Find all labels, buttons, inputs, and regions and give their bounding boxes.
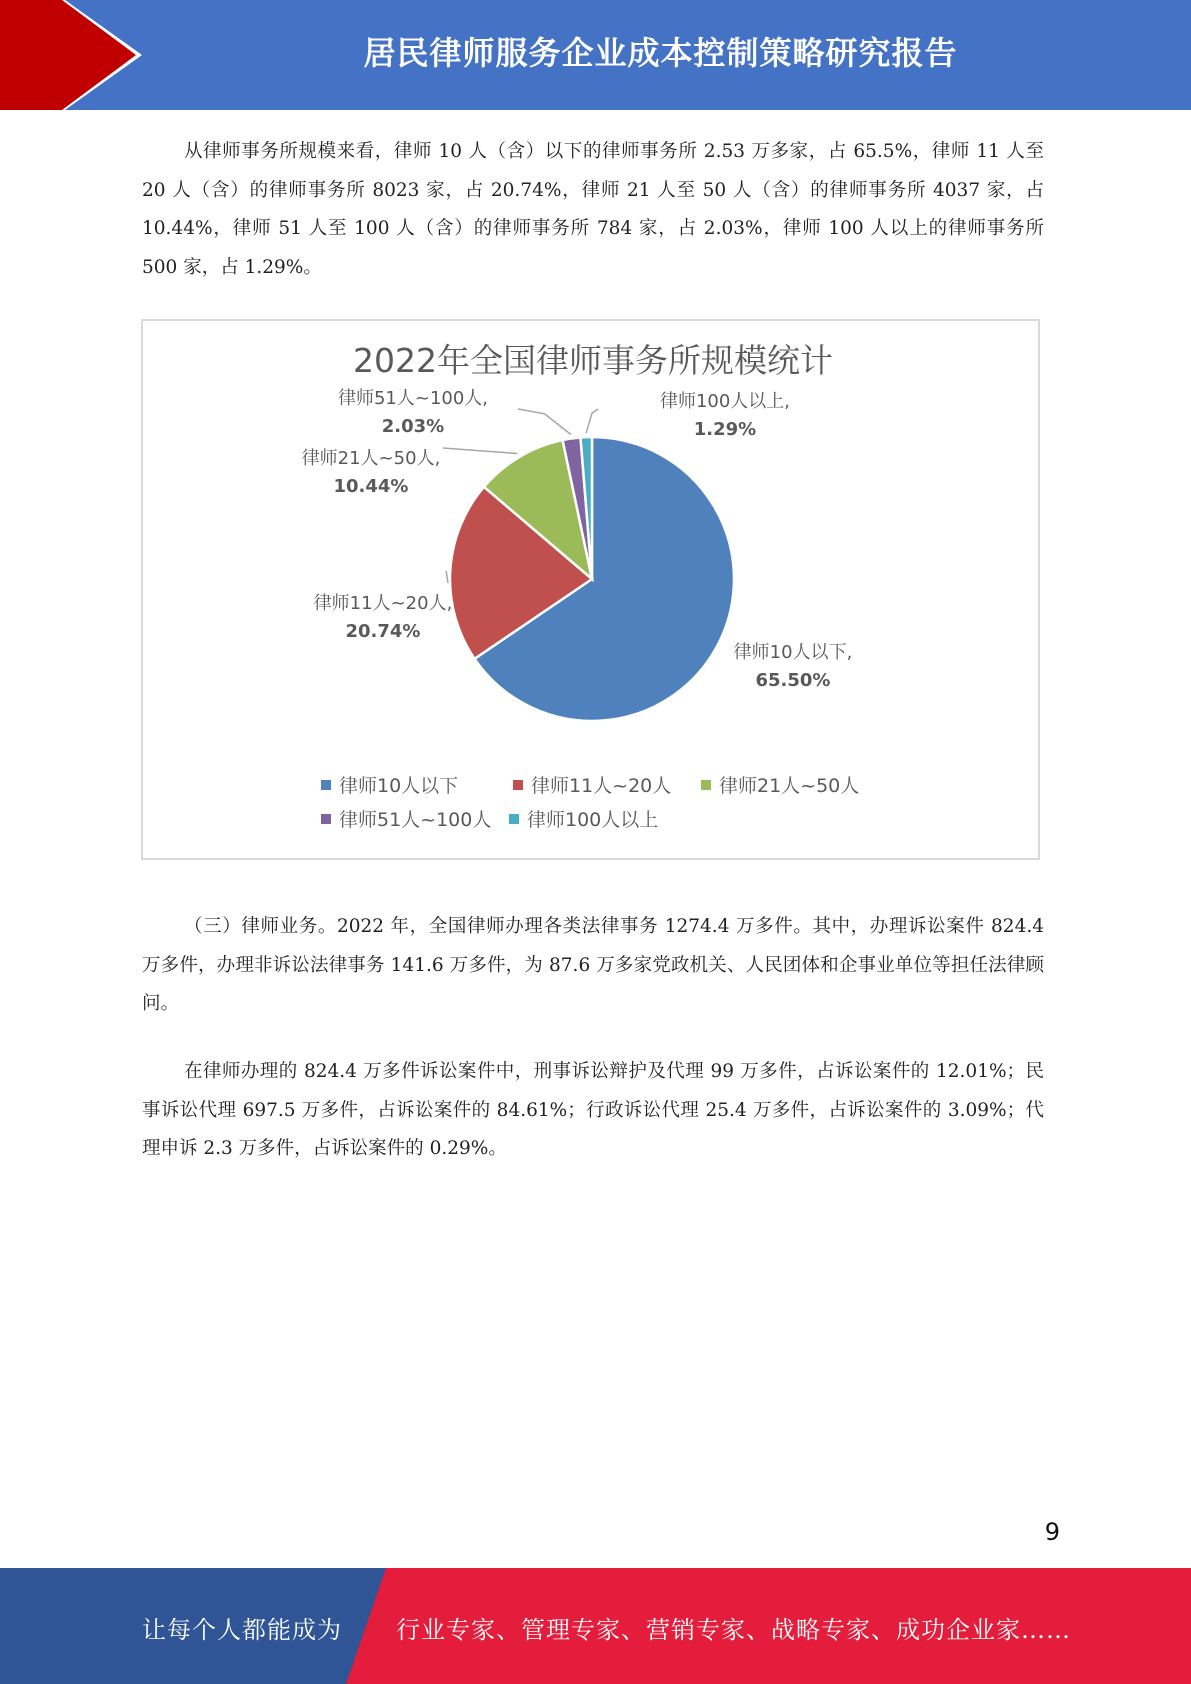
- legend-swatch-21-to-50: [701, 780, 711, 790]
- paragraph-firm-scale: 从律师事务所规模来看，律师 10 人（含）以下的律师事务所 2.53 万多家，占 65.5%，律师 11 人至 20 人（含）的律师事务所 8023 家，占 20.74%，律师 21 人至 50 人（含）的律师事务所 4037 家，占 10.44%，律师 51 人至 100 人（含）的律师事务所 784 家，占 2.03%，律师 100 人以上的律师事务所 500 家，占 1.29%。: [142, 141, 1044, 278]
- pie-chart: [143, 321, 1042, 862]
- header-arrow-decoration: [0, 0, 160, 110]
- legend-label-21-to-50: 律师21人~50人: [719, 775, 860, 797]
- data-label-51-to-100-value: 2.03%: [381, 416, 445, 437]
- data-label-over-100-value: 1.29%: [693, 419, 757, 440]
- page-number: 9: [1044, 1518, 1060, 1546]
- leader-line-over-100: [586, 409, 598, 433]
- legend-swatch-over-100: [509, 814, 519, 824]
- data-label-11-to-20-value: 20.74%: [345, 621, 421, 642]
- legend-swatch-11-to-20: [513, 780, 523, 790]
- data-label-21-to-50-value: 10.44%: [333, 476, 409, 497]
- data-label-10-or-fewer-value: 65.50%: [755, 670, 831, 691]
- paragraph-lawyer-business: （三）律师业务。2022 年，全国律师办理各类法律事务 1274.4 万多件。其中，办理诉讼案件 824.4 万多件，办理非诉讼法律事务 141.6 万多件，为 87.6 万多家党政机关、人民团体和企事业单位等担任法律顾问。: [142, 916, 1044, 1014]
- data-label-over-100-name: 律师100人以上,: [659, 391, 791, 412]
- data-label-10-or-fewer-name: 律师10人以下,: [733, 642, 853, 663]
- legend-label-51-to-100: 律师51人~100人: [339, 809, 492, 831]
- legend-swatch-10-or-fewer: [321, 780, 331, 790]
- data-label-51-to-100-name: 律师51人~100人,: [337, 388, 489, 409]
- data-label-11-to-20-name: 律师11人~20人,: [313, 593, 453, 614]
- leader-line-11-to-20: [446, 571, 448, 583]
- legend-label-over-100: 律师100人以上: [527, 809, 659, 831]
- header-band: [0, 0, 1191, 110]
- footer-slogan-right: 行业专家、管理专家、营销专家、战略专家、成功企业家……: [396, 1616, 1071, 1644]
- legend-label-10-or-fewer: 律师10人以下: [339, 775, 459, 797]
- legend-swatch-51-to-100: [321, 814, 331, 824]
- legend-label-11-to-20: 律师11人~20人: [531, 775, 672, 797]
- footer-slogan-left: 让每个人都能成为: [142, 1616, 342, 1644]
- footer-band: [0, 1568, 1191, 1684]
- data-label-21-to-50-name: 律师21人~50人,: [301, 448, 441, 469]
- paragraph-litigation-breakdown: 在律师办理的 824.4 万多件诉讼案件中，刑事诉讼辩护及代理 99 万多件，占诉讼案件的 12.01%；民事诉讼代理 697.5 万多件，占诉讼案件的 84.61%；行政诉讼代理 25.4 万多件，占诉讼案件的 3.09%；代理申诉 2.3 万多件，占诉讼案件的 0.29%。: [142, 1061, 1044, 1159]
- chart-title: 2022年全国律师事务所规模统计: [353, 341, 833, 380]
- leader-line-51-to-100: [518, 409, 571, 435]
- pie-chart-figure: [141, 319, 1040, 860]
- report-title: 居民律师服务企业成本控制策略研究报告: [363, 34, 958, 72]
- leader-line-21-to-50: [443, 448, 517, 454]
